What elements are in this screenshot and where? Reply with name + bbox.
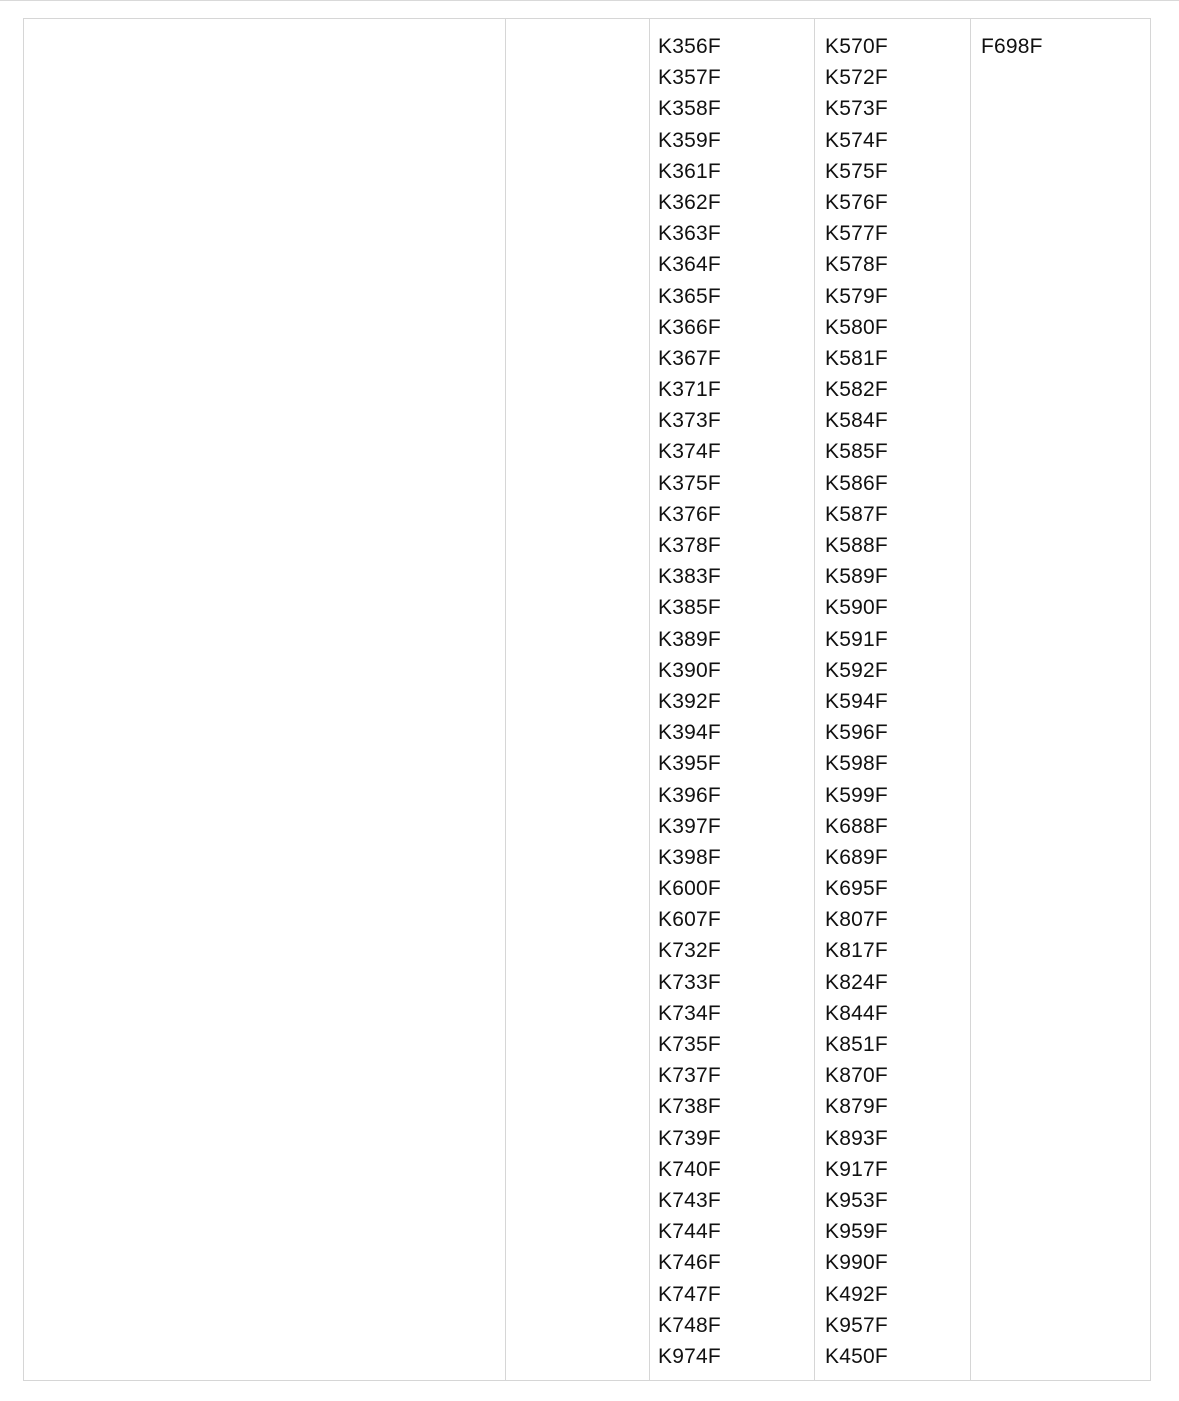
list-item: K356F	[658, 35, 721, 58]
list-item: K592F	[825, 658, 888, 682]
list-item: K738F	[658, 1095, 721, 1119]
list-item: K376F	[658, 502, 721, 526]
list-item: K959F	[825, 1220, 888, 1244]
list-item: K367F	[658, 346, 721, 370]
list-item: K362F	[658, 190, 721, 214]
list-item: K586F	[825, 471, 888, 495]
list-item: K594F	[825, 689, 888, 713]
list-item: K596F	[825, 721, 888, 745]
list-item: K817F	[825, 939, 888, 963]
list-item: K577F	[825, 222, 888, 246]
table-cell-col2	[506, 19, 650, 1380]
list-item: K584F	[825, 409, 888, 433]
list-item: K688F	[825, 814, 888, 838]
table-cell-col4	[815, 19, 971, 1380]
code-list-col4	[825, 31, 970, 1372]
list-item: K844F	[825, 1001, 888, 1025]
list-item: K917F	[825, 1157, 888, 1181]
list-item: K450F	[825, 1344, 888, 1368]
list-item: K363F	[658, 222, 721, 246]
list-item: K879F	[825, 1095, 888, 1119]
list-item: K695F	[825, 877, 888, 901]
list-item: K397F	[658, 814, 721, 838]
list-item: K957F	[825, 1313, 888, 1337]
list-item: K735F	[658, 1033, 721, 1056]
list-item: K807F	[825, 908, 888, 932]
list-item: K373F	[658, 409, 721, 433]
list-item: K746F	[658, 1251, 721, 1275]
list-item: K394F	[658, 721, 721, 745]
code-list-col5	[981, 31, 1150, 62]
table-cell-col1	[24, 19, 506, 1380]
list-item: K743F	[658, 1188, 721, 1212]
list-item: K953F	[825, 1188, 888, 1212]
list-item: K570F	[825, 35, 888, 58]
table-cell-col5	[971, 19, 1150, 1380]
list-item: K396F	[658, 783, 721, 807]
list-item: K591F	[825, 627, 888, 651]
list-item: K572F	[825, 66, 888, 90]
list-item: K598F	[825, 752, 888, 776]
list-item: K383F	[658, 565, 721, 589]
list-item: K587F	[825, 502, 888, 526]
table-cell-col3	[650, 19, 815, 1380]
list-item: K870F	[825, 1064, 888, 1088]
list-item: K990F	[825, 1251, 888, 1275]
list-item: K392F	[658, 689, 721, 713]
list-item: K748F	[658, 1313, 721, 1337]
list-item: K747F	[658, 1282, 721, 1306]
list-item: K739F	[658, 1126, 721, 1150]
list-item: K893F	[825, 1126, 888, 1150]
list-item: K607F	[658, 908, 721, 932]
list-item: K371F	[658, 378, 721, 402]
list-item: K582F	[825, 378, 888, 402]
top-divider	[0, 0, 1179, 1]
list-item: K390F	[658, 658, 721, 682]
list-item: K385F	[658, 596, 721, 620]
list-item: K378F	[658, 534, 721, 557]
list-item: K732F	[658, 939, 721, 963]
list-item: K600F	[658, 877, 721, 901]
list-item: K395F	[658, 752, 721, 776]
list-item: K366F	[658, 315, 721, 339]
codes-table-row	[23, 18, 1151, 1381]
list-item: K357F	[658, 66, 721, 90]
list-item: K361F	[658, 159, 721, 183]
list-item: K733F	[658, 970, 721, 994]
list-item: K599F	[825, 783, 888, 807]
list-item: K578F	[825, 253, 888, 277]
list-item: K737F	[658, 1064, 721, 1088]
list-item: K590F	[825, 596, 888, 620]
list-item: K574F	[825, 128, 888, 152]
list-item: K364F	[658, 253, 721, 277]
list-item: K585F	[825, 440, 888, 464]
list-item: K734F	[658, 1001, 721, 1025]
list-item: K359F	[658, 128, 721, 152]
list-item: K740F	[658, 1157, 721, 1181]
list-item: K389F	[658, 627, 721, 651]
list-item: K588F	[825, 534, 888, 557]
list-item: K744F	[658, 1220, 721, 1244]
list-item: K573F	[825, 97, 888, 121]
list-item: K375F	[658, 471, 721, 495]
code-list-col3	[658, 31, 814, 1372]
list-item: K365F	[658, 284, 721, 308]
list-item: K579F	[825, 284, 888, 308]
list-item: K358F	[658, 97, 721, 121]
list-item: K581F	[825, 346, 888, 370]
list-item: K689F	[825, 845, 888, 869]
list-item: K398F	[658, 845, 721, 869]
list-item: F698F	[981, 35, 1043, 58]
list-item: K851F	[825, 1033, 888, 1056]
list-item: K374F	[658, 440, 721, 464]
list-item: K576F	[825, 190, 888, 214]
list-item: K974F	[658, 1344, 721, 1368]
list-item: K580F	[825, 315, 888, 339]
list-item: K492F	[825, 1282, 888, 1306]
list-item: K589F	[825, 565, 888, 589]
list-item: K824F	[825, 970, 888, 994]
list-item: K575F	[825, 159, 888, 183]
